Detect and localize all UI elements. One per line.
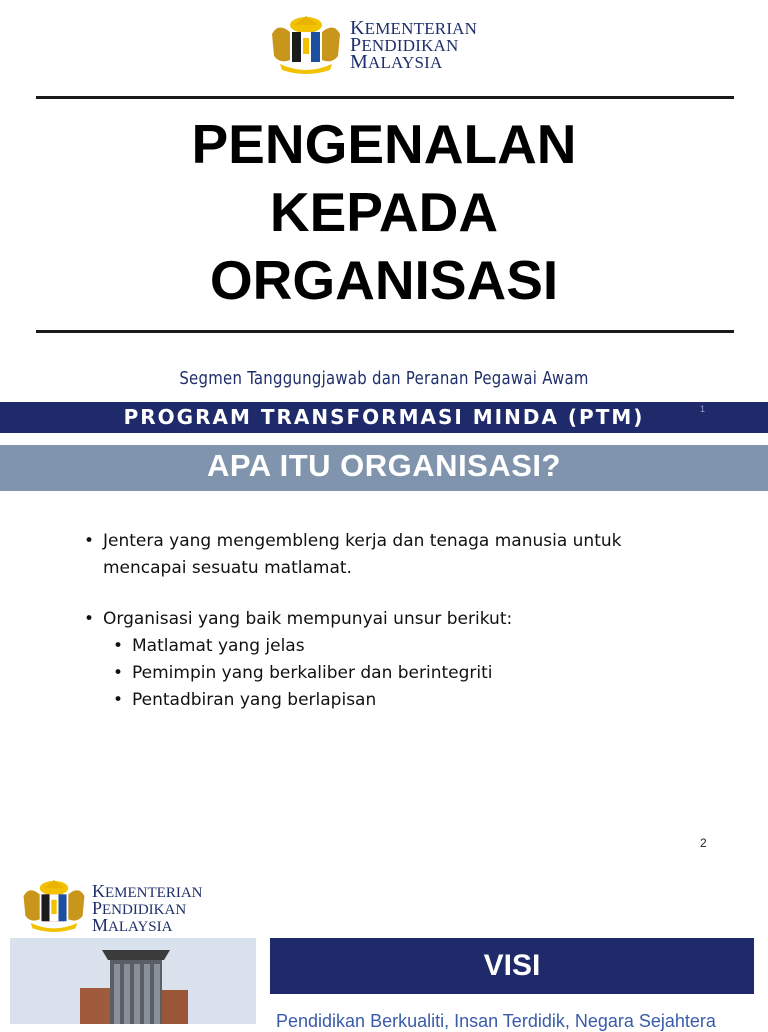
sub-list-item: • Pentadbiran yang berlapisan [113,687,684,714]
page-number-2: 2 [700,836,707,850]
program-title: PROGRAM TRANSFORMASI MINDA (PTM) [123,405,645,429]
list-item: • Jentera yang mengembleng kerja dan tenaga manusia untuk mencapai sesuatu matlamat. [84,528,684,582]
slide-title: PENGENALAN KEPADA ORGANISASI [191,113,577,311]
page-number-1: 1 [700,404,706,414]
coat-of-arms-icon [20,878,88,934]
bullet-list [84,528,684,714]
segment-subtitle: Segmen Tanggungjawab dan Peranan Pegawai Awam [179,368,589,389]
coat-of-arms-icon [268,14,344,76]
sub-list-item: • Matlamat yang jelas [113,633,684,660]
list-item: • Organisasi yang baik mempunyai unsur berikut: [84,606,684,633]
visi-heading: VISI [483,949,541,982]
building-illustration [10,938,256,1024]
ministry-name: KEMENTERIAN PENDIDIKAN MALAYSIA [92,881,203,935]
building-photo [10,938,256,1024]
visi-statement: Pendidikan Berkualiti, Insan Terdidik, Negara Sejahtera [276,1011,716,1031]
slide-heading: APA ITU ORGANISASI? [207,448,561,483]
ministry-logo [268,14,498,76]
top-divider [36,96,734,99]
ministry-name: KEMENTERIAN PENDIDIKAN MALAYSIA [350,17,478,73]
sub-list-item: • Pemimpin yang berkaliber dan berintegriti [113,660,684,687]
ministry-logo-small [20,878,230,934]
bottom-divider [36,330,734,333]
